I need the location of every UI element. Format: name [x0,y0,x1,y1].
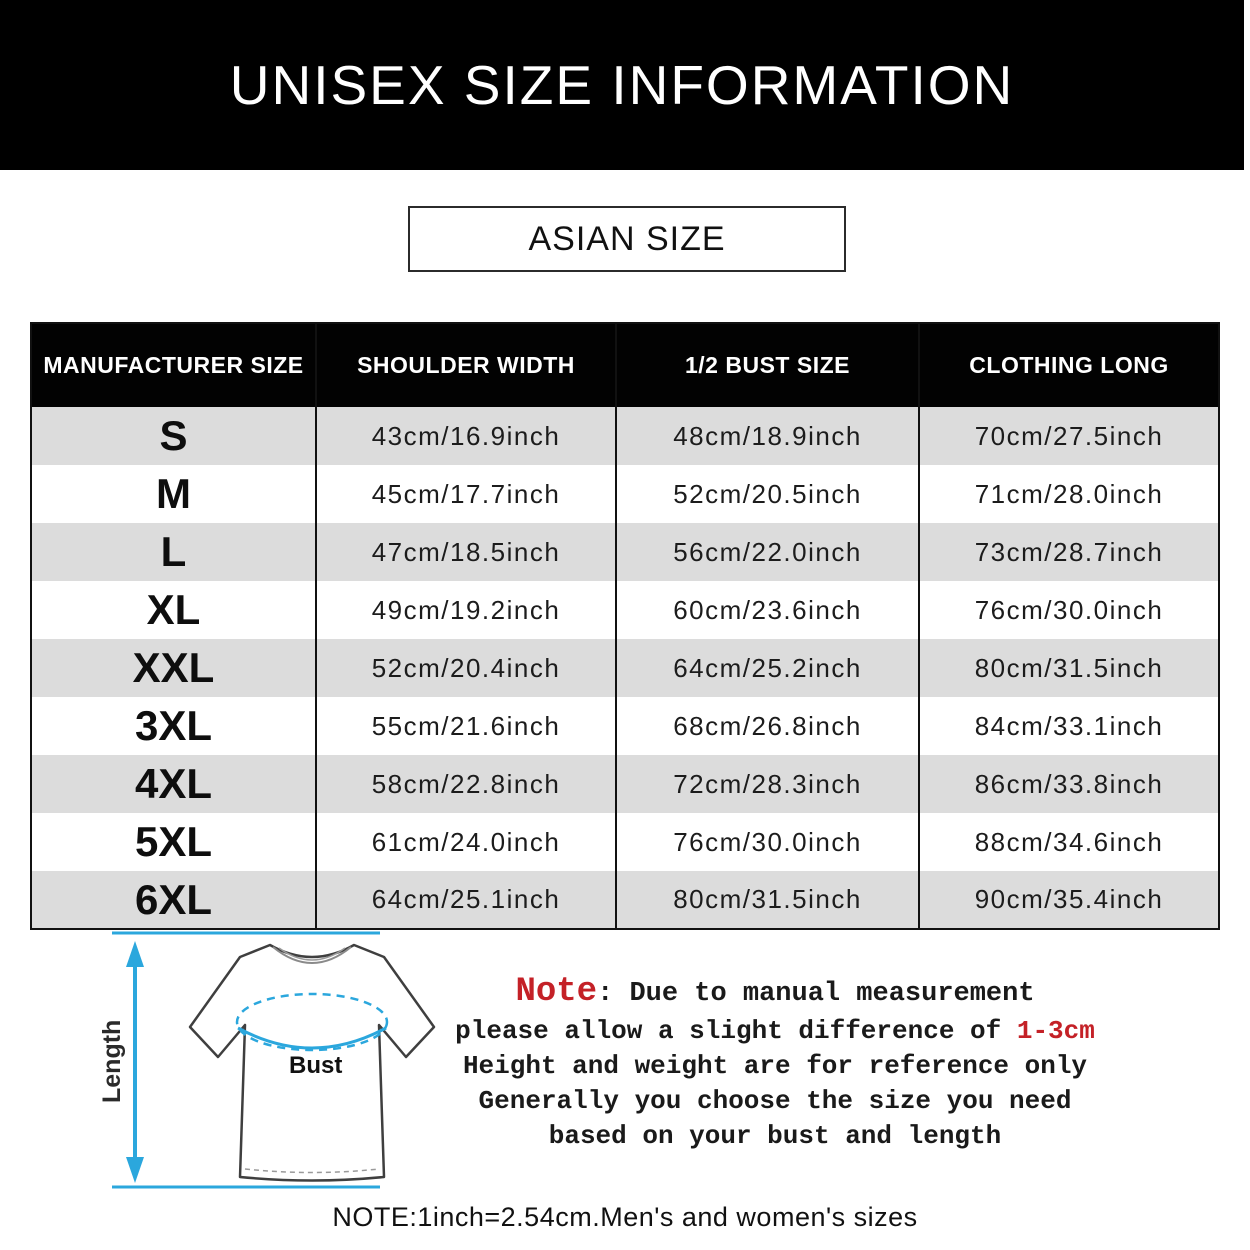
note-line-3: Height and weight are for reference only [462,1051,1088,1081]
shoulder-value: 61cm/24.0inch [316,813,616,871]
size-label: M [156,470,191,517]
shoulder-value: 55cm/21.6inch [316,697,616,755]
table-row [31,465,1219,523]
bust-value: 64cm/25.2inch [616,639,919,697]
bust-value: 72cm/28.3inch [616,755,919,813]
size-label: 4XL [134,760,213,807]
bust-value: 76cm/30.0inch [616,813,919,871]
bust-value: 56cm/22.0inch [616,523,919,581]
table-row [31,581,1219,639]
note-line-4: Generally you choose the size you need [478,1086,1072,1116]
note-line-1-text: : Due to manual measurement [597,979,1035,1009]
length-value: 76cm/30.0inch [919,581,1219,639]
page-title: UNISEX SIZE INFORMATION [229,54,1015,116]
table-row [31,697,1219,755]
table-row [31,523,1219,581]
table-row [31,407,1219,465]
bust-value: 52cm/20.5inch [616,465,919,523]
shoulder-value: 52cm/20.4inch [316,639,616,697]
shoulder-value: 58cm/22.8inch [316,755,616,813]
note-prefix: Note [515,973,598,1011]
size-label: S [159,412,188,459]
note-line-2 [390,1014,1160,1049]
size-label: XL [146,586,201,633]
length-value: 84cm/33.1inch [919,697,1219,755]
shoulder-value: 47cm/18.5inch [316,523,616,581]
arrowhead-down-icon [126,1157,144,1183]
shoulder-value: 43cm/16.9inch [316,407,616,465]
length-label: Length [98,1019,126,1103]
size-label: 6XL [134,875,213,923]
bust-value: 80cm/31.5inch [616,871,919,929]
length-value: 80cm/31.5inch [919,639,1219,697]
size-label: XXL [132,644,215,691]
column-header-bust-size: 1/2 BUST SIZE [616,323,919,407]
length-value: 73cm/28.7inch [919,523,1219,581]
table-row [31,755,1219,813]
bust-value: 68cm/26.8inch [616,697,919,755]
note-line-2-highlight: 1-3cm [1016,1016,1095,1046]
note-line-1 [390,972,1160,1014]
asian-size-label: ASIAN SIZE [408,206,846,272]
size-label: 3XL [134,702,213,749]
size-label: L [160,528,187,575]
table-row [31,871,1219,929]
arrowhead-up-icon [126,941,144,967]
bust-value: 60cm/23.6inch [616,581,919,639]
shoulder-value: 49cm/19.2inch [316,581,616,639]
length-value: 71cm/28.0inch [919,465,1219,523]
shoulder-value: 45cm/17.7inch [316,465,616,523]
note-line-2-text: please allow a slight difference of [455,1016,1017,1046]
column-header-manufacturer-size: MANUFACTURER SIZE [31,323,316,407]
table-header [31,323,1219,407]
header-banner [0,0,1244,170]
length-value: 88cm/34.6inch [919,813,1219,871]
bust-value: 48cm/18.9inch [616,407,919,465]
column-header-shoulder-width: SHOULDER WIDTH [316,323,616,407]
table-row [31,813,1219,871]
shoulder-value: 64cm/25.1inch [316,871,616,929]
note-line-5: based on your bust and length [548,1121,1002,1151]
table-row [31,639,1219,697]
size-chart-table [30,322,1220,930]
length-arrow [126,941,144,1183]
size-label: 5XL [134,818,213,865]
column-header-clothing-long: CLOTHING LONG [919,323,1219,407]
length-value: 70cm/27.5inch [919,407,1219,465]
length-value: 86cm/33.8inch [919,755,1219,813]
bust-label: Bust [289,1052,343,1079]
note-block [390,972,1160,1154]
conversion-note: NOTE:1inch=2.54cm.Men's and women's sizes [332,1202,918,1232]
length-value: 90cm/35.4inch [919,871,1219,929]
